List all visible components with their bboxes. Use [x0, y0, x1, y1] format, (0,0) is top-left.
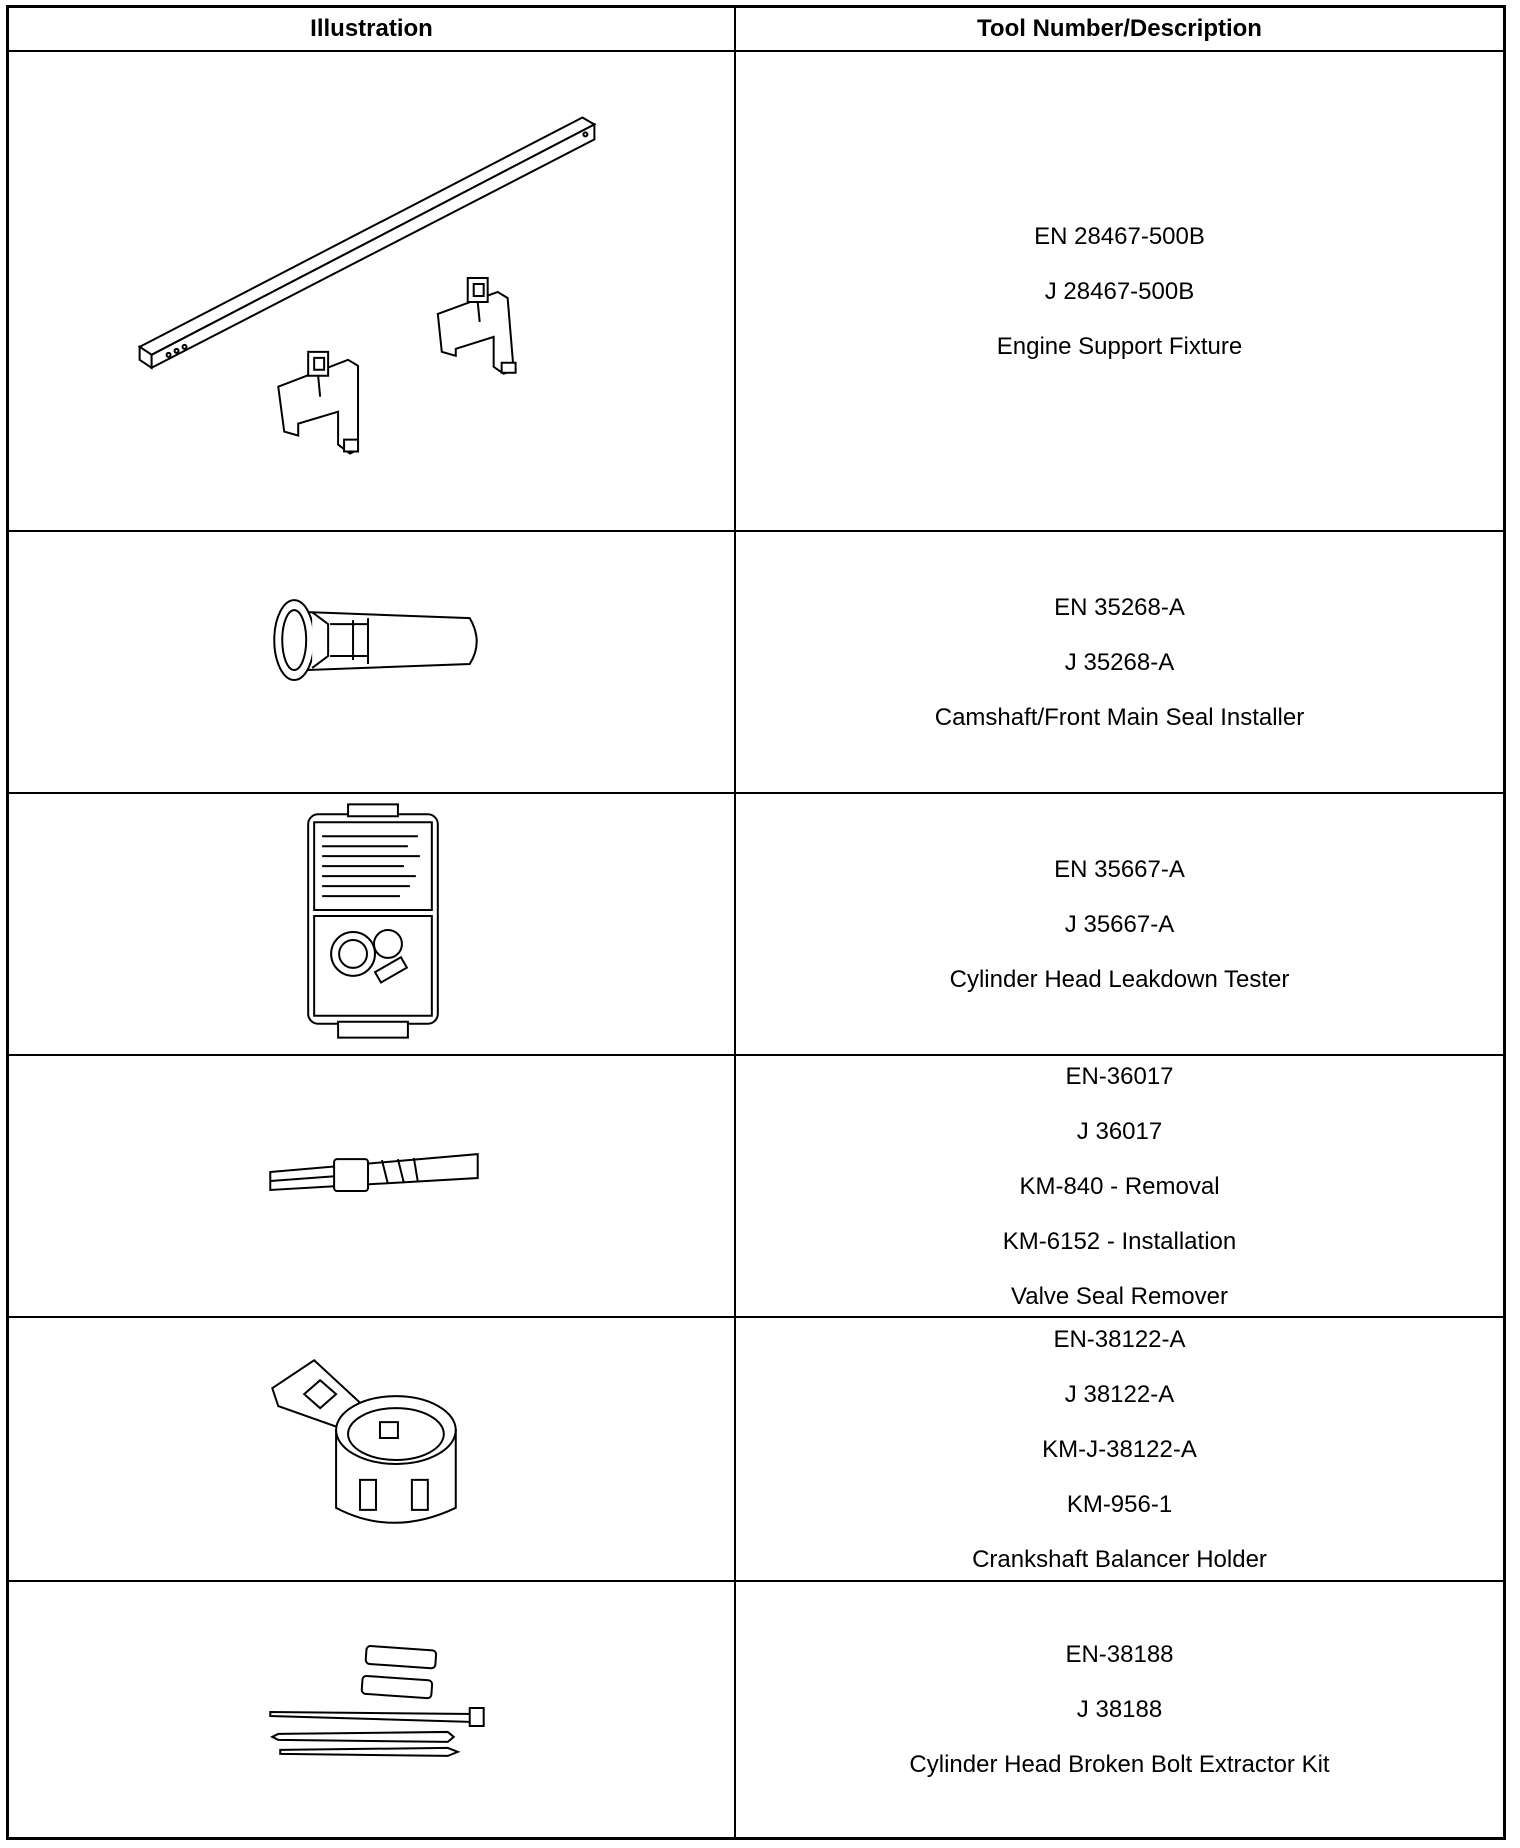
tool-line: Valve Seal Remover: [1011, 1282, 1228, 1310]
description-cell: [736, 1318, 1503, 1580]
tool-line: EN 28467-500B: [1034, 222, 1205, 250]
tool-line: KM-840 - Removal: [1019, 1172, 1220, 1200]
tool-line: Cylinder Head Broken Bolt Extractor Kit: [909, 1751, 1330, 1778]
table-row: [9, 1056, 1503, 1318]
tool-line: EN 35667-A: [1054, 855, 1185, 883]
tool-line: Camshaft/Front Main Seal Installer: [934, 703, 1305, 731]
illustration-cell: [9, 794, 736, 1054]
tool-line: J 35667-A: [1064, 910, 1175, 938]
tool-line: J 36017: [1076, 1117, 1163, 1145]
header-description: Tool Number/Description: [977, 15, 1262, 42]
illustration-cell: [9, 532, 736, 792]
description-cell: [736, 1582, 1503, 1837]
tool-line: J 38188: [1076, 1696, 1163, 1723]
balancer-holder-icon: [9, 1318, 734, 1580]
description-cell: [736, 1056, 1503, 1316]
table-row: [9, 1582, 1503, 1837]
tool-line: J 28467-500B: [1044, 277, 1195, 305]
illustration-cell: [9, 1056, 736, 1316]
tool-line: EN-38122-A: [1053, 1325, 1186, 1353]
tool-line: J 38122-A: [1064, 1380, 1175, 1408]
header-illustration: Illustration: [9, 8, 736, 50]
tool-line: J 35268-A: [1064, 648, 1175, 676]
table-row: [9, 794, 1503, 1056]
tool-line: EN-38188: [1065, 1641, 1174, 1668]
tool-line: KM-6152 - Installation: [1002, 1227, 1237, 1255]
bolt-extractor-kit-icon: [9, 1582, 734, 1837]
tools-table: [6, 5, 1506, 1840]
leakdown-tester-case-icon: [9, 794, 734, 1054]
tool-line: Cylinder Head Leakdown Tester: [949, 965, 1290, 993]
tool-line: Engine Support Fixture: [996, 332, 1243, 360]
table-row: [9, 52, 1503, 532]
illustration-cell: [9, 1318, 736, 1580]
table-header: [9, 8, 1503, 52]
tool-line: KM-J-38122-A: [1042, 1435, 1197, 1463]
tool-line: Crankshaft Balancer Holder: [972, 1545, 1267, 1573]
tool-line: KM-956-1: [1066, 1490, 1173, 1518]
description-cell: [736, 52, 1503, 530]
description-cell: [736, 532, 1503, 792]
illustration-cell: [9, 1582, 736, 1837]
valve-seal-remover-icon: [9, 1056, 734, 1316]
table-row: [9, 1318, 1503, 1582]
tool-line: EN-36017: [1065, 1062, 1174, 1090]
illustration-cell: [9, 52, 736, 530]
seal-installer-icon: [9, 532, 734, 792]
description-cell: [736, 794, 1503, 1054]
tool-line: EN 35268-A: [1054, 593, 1185, 621]
engine-support-fixture-icon: [9, 52, 734, 530]
table-row: [9, 532, 1503, 794]
